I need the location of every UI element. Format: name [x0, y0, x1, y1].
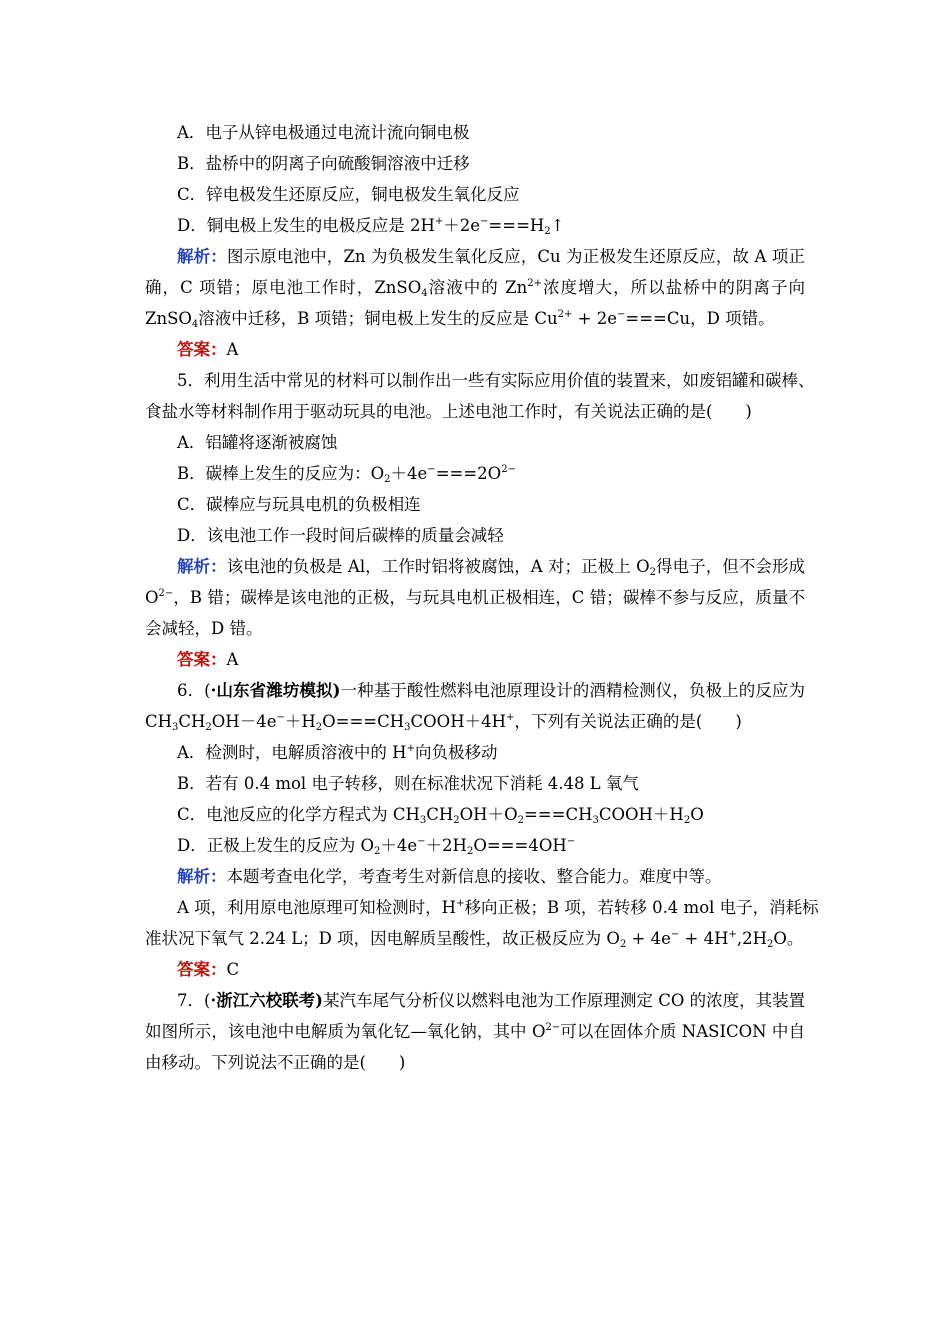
text-run: ＋H — [284, 712, 316, 731]
q5-stem-line-2 — [145, 401, 752, 423]
q6-option-a — [177, 742, 497, 764]
subscript: 2 — [649, 567, 656, 578]
text-run: 一种基于酸性燃料电池原理设计的酒精检测仪，负极上的反应为 — [340, 681, 806, 700]
q5-stem-line-1 — [177, 370, 813, 392]
superscript: + — [728, 929, 737, 940]
question-number: 7．( — [177, 991, 211, 1010]
q6-explanation-line-2 — [177, 897, 819, 919]
text-run: 如图所示，该电池中电解质为氧化钇—氧化钠，其中 O — [145, 1022, 546, 1041]
text-run: + 4H — [679, 929, 729, 948]
q5-option-c — [177, 494, 421, 516]
subscript: 4 — [421, 288, 428, 299]
text-run: 移向正极；B 项，若转移 0.4 mol 电子，消耗标 — [464, 898, 819, 917]
q4-option-b-text: B．盐桥中的阴离子向硫酸铜溶液中迁移 — [177, 154, 470, 173]
q4-option-c — [177, 184, 520, 206]
subscript: 2 — [517, 815, 524, 826]
q6-explanation-line-3 — [145, 928, 803, 950]
subscript: 2 — [384, 474, 391, 485]
text-run: 图示原电池中，Zn 为负极发生氧化反应，Cu 为正极发生还原反应，故 A 项正 — [226, 247, 805, 266]
text-run: ===H — [488, 216, 545, 235]
text-run: ，B 错；碳棒是该电池的正极，与玩具电机正极相连，C 错；碳棒不参与反应，质量不 — [173, 588, 805, 607]
text-run: 溶液中的 Zn — [427, 278, 528, 297]
subscript: 3 — [592, 815, 599, 826]
text-run: CH — [426, 805, 454, 824]
q4-option-d — [177, 215, 565, 237]
q4-option-c-text: C．锌电极发生还原反应，铜电极发生氧化反应 — [177, 185, 520, 204]
text-run: O===4OH — [473, 836, 567, 855]
text-run: OH－4e — [211, 712, 277, 731]
superscript: 2− — [158, 588, 174, 599]
subscript: 2 — [544, 226, 551, 237]
answer-value: A — [226, 340, 239, 359]
text-run: ＋4e — [380, 836, 418, 855]
q5-explanation-line-1 — [177, 556, 805, 578]
text-run: 确，C 项错；原电池工作时，ZnSO — [145, 278, 422, 297]
subscript: 2 — [683, 815, 691, 826]
superscript: + — [506, 712, 515, 723]
subscript: 2 — [315, 722, 323, 733]
q4-explanation-line-2 — [145, 277, 805, 299]
text-run: A 项，利用原电池原理可知检测时，H — [177, 898, 457, 917]
subscript: 2 — [453, 815, 460, 826]
superscript: − — [276, 712, 285, 723]
q6-explanation-line-1 — [177, 866, 722, 888]
subscript: 2 — [619, 939, 627, 950]
text-run: B．若有 0.4 mol 电子转移，则在标准状况下消耗 4.48 L 氧气 — [177, 774, 639, 793]
text-run: 得电子，但不会形成 — [655, 557, 806, 576]
text-run: 向负极移动 — [414, 743, 498, 762]
q6-stem-line-1 — [177, 680, 805, 702]
q6-stem-line-2 — [145, 711, 742, 733]
explanation-label: 解析： — [177, 557, 227, 576]
text-run: ＋2e — [443, 216, 481, 235]
text-run: O — [690, 805, 704, 824]
q4-explanation-line-3 — [145, 308, 775, 330]
superscript: 2+ — [527, 278, 542, 289]
superscript: − — [617, 309, 626, 320]
text-run: + 2e — [572, 309, 617, 328]
text-run: CH — [145, 712, 173, 731]
text-run: ===2O — [435, 464, 502, 483]
q5-explanation-line-2 — [145, 587, 805, 609]
superscript: 2− — [545, 1022, 561, 1033]
explanation-label: 解析： — [177, 867, 227, 886]
text-run: 本题考查电化学，考查考生对新信息的接收、整合能力。难度中等。 — [226, 867, 722, 886]
subscript: 3 — [404, 722, 411, 733]
q4-option-a — [177, 122, 469, 144]
q5-option-d — [177, 525, 504, 547]
text-run: A．铝罐将逐渐被腐蚀 — [177, 433, 338, 452]
subscript: 3 — [172, 722, 179, 733]
q5-explanation-line-3 — [145, 618, 262, 640]
text-run: CH — [178, 712, 206, 731]
q4-option-a-text: A．电子从锌电极通过电流计流向铜电极 — [177, 123, 470, 142]
text-run: ＋4e — [390, 464, 428, 483]
text-run: O — [145, 588, 159, 607]
superscript: − — [480, 216, 489, 227]
subscript: 3 — [419, 815, 427, 826]
text-run: ，下列有关说法正确的是( ) — [514, 712, 742, 731]
text-run: 该电池的负极是 Al，工作时铝将被腐蚀，A 对；正极上 O — [226, 557, 650, 576]
text-run: 5．利用生活中常见的材料可以制作出一些有实际应用价值的装置来，如废铝罐和碳棒、 — [177, 371, 815, 390]
text-run: D．该电池工作一段时间后碳棒的质量会减轻 — [177, 526, 504, 545]
q6-answer — [177, 959, 239, 981]
superscript: − — [566, 836, 576, 847]
answer-value: C — [226, 960, 240, 979]
superscript: − — [670, 929, 680, 940]
text-run: ===Cu，D 项错。 — [625, 309, 775, 328]
text-run: O。 — [773, 929, 804, 948]
question-source: ·山东省潍坊模拟) — [210, 681, 341, 700]
subscript: 2 — [205, 722, 212, 733]
text-run: 可以在固体介质 NASICON 中自 — [560, 1022, 805, 1041]
q7-stem-line-2 — [145, 1021, 805, 1043]
superscript: + — [434, 216, 444, 227]
q4-explanation-line-1 — [177, 246, 805, 268]
text-run: 准状况下氧气 2.24 L；D 项，因电解质呈酸性，故正极反应为 O — [145, 929, 620, 948]
subscript: 2 — [374, 846, 381, 857]
superscript: − — [417, 836, 426, 847]
text-run: 食盐水等材料制作用于驱动玩具的电池。上述电池工作时，有关说法正确的是( ) — [145, 402, 752, 421]
q7-stem-line-1 — [177, 990, 805, 1012]
text-run: COOH＋4H — [410, 712, 506, 731]
q5-option-b — [177, 463, 516, 485]
text-run: A．检测时，电解质溶液中的 H — [177, 743, 407, 762]
q6-option-d — [177, 835, 575, 857]
q4-option-b — [177, 153, 470, 175]
superscript: + — [456, 898, 465, 909]
superscript: 2− — [501, 464, 516, 475]
text-run: C．碳棒应与玩具电机的负极相连 — [177, 495, 421, 514]
question-number: 6．( — [177, 681, 211, 700]
explanation-label: 解析： — [177, 247, 227, 266]
answer-label: 答案： — [177, 340, 227, 359]
text-run: D．铜电极上发生的电极反应是 2H — [177, 216, 435, 235]
text-run: ,2H — [736, 929, 768, 948]
q5-answer — [177, 649, 238, 671]
q7-stem-line-3 — [145, 1052, 405, 1074]
superscript: + — [406, 743, 415, 754]
text-run: OH＋O — [459, 805, 518, 824]
q6-option-b — [177, 773, 639, 795]
text-run: ===CH — [523, 805, 593, 824]
q5-option-a — [177, 432, 337, 454]
text-run: ↑ — [550, 216, 565, 235]
text-run: 溶液中迁移，B 项错；铜电极上发生的反应是 Cu — [198, 309, 558, 328]
text-run: 某汽车尾气分析仪以燃料电池为工作原理测定 CO 的浓度，其装置 — [323, 991, 806, 1010]
subscript: 2 — [466, 846, 474, 857]
superscript: 2+ — [557, 309, 573, 320]
subscript: 4 — [191, 319, 199, 330]
answer-label: 答案： — [177, 960, 227, 979]
text-run: ZnSO — [145, 309, 192, 328]
text-run: COOH＋H — [598, 805, 684, 824]
text-run: ＋2H — [425, 836, 467, 855]
text-run: + 4e — [626, 929, 671, 948]
text-run: 浓度增大，所以盐桥中的阴离子向 — [541, 278, 805, 297]
text-run: D．正极上发生的反应为 O — [177, 836, 375, 855]
text-run: 由移动。下列说法不正确的是( ) — [145, 1053, 406, 1072]
text-run: B．碳棒上发生的反应为：O — [177, 464, 385, 483]
text-run: 会减轻，D 错。 — [145, 619, 263, 638]
subscript: 2 — [767, 939, 774, 950]
text-run: C．电池反应的化学方程式为 CH — [177, 805, 420, 824]
q4-answer — [177, 339, 238, 361]
q6-option-c — [177, 804, 704, 826]
superscript: − — [427, 464, 436, 475]
text-run: O===CH — [322, 712, 405, 731]
question-source: ·浙江六校联考) — [210, 991, 323, 1010]
answer-value: A — [226, 650, 239, 669]
answer-label: 答案： — [177, 650, 227, 669]
